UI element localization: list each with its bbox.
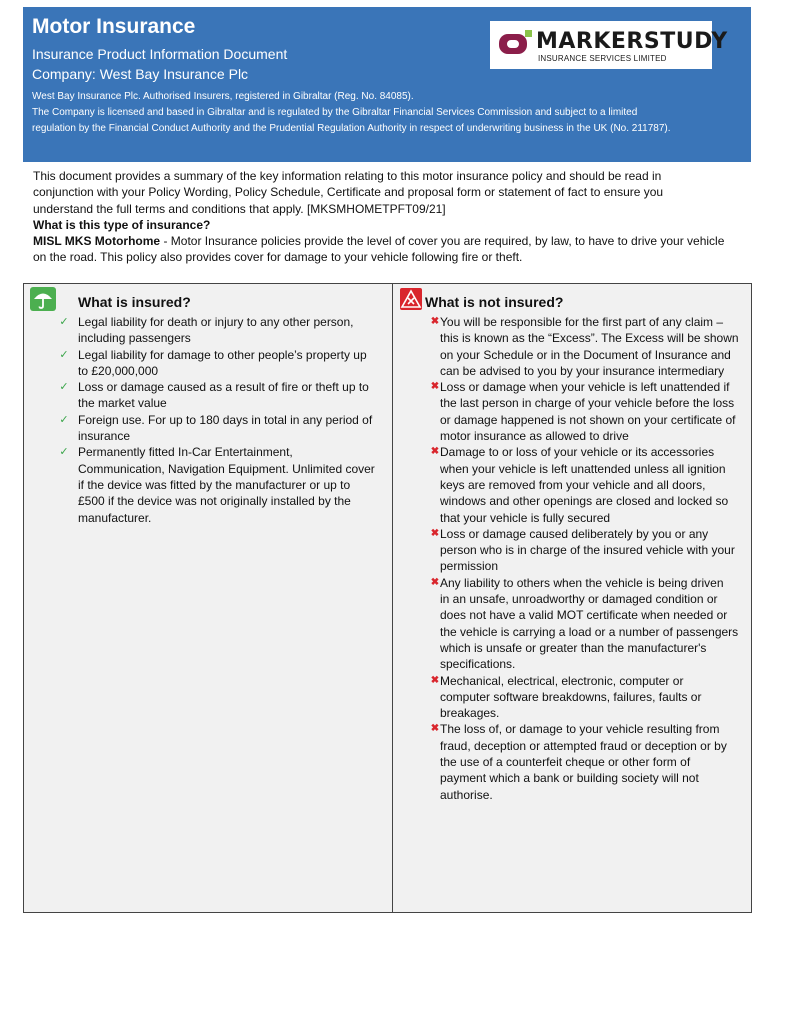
summary-text: conjunction with your Policy Wording, Policy Schedule, Certificate and proposal form or statement of fact to ensure you [33, 185, 664, 200]
not-insured-item [426, 444, 752, 525]
not-insured-item-text: the use of a counterfeit cheque or other form of [440, 755, 691, 770]
product-desc-text: - Motor Insurance policies provide the level of cover you are required, by law, to have to drive your vehicle [160, 234, 725, 249]
not-insured-item-text: the last person in charge of your vehicle before the loss [440, 396, 735, 411]
product-name: MISL MKS Motorhome [33, 234, 161, 249]
insured-item-text: Legal liability for damage to other people’s property up [78, 347, 367, 362]
company-name: Company: West Bay Insurance Plc [32, 66, 249, 82]
not-insured-item-text: in an unsafe, unroadworthy or damaged condition or [440, 592, 718, 607]
regulatory-text [32, 89, 744, 137]
cross-icon: ✖ [430, 674, 440, 686]
cross-icon: ✖ [430, 723, 440, 735]
warning-icon [400, 288, 422, 310]
not-insured-item [426, 721, 752, 802]
not-insured-item [426, 575, 752, 673]
insured-item [54, 379, 384, 412]
not-insured-item-text: The loss of, or damage to your vehicle resulting from [440, 722, 720, 737]
check-icon: ✓ [59, 446, 69, 459]
not-insured-item-text: motor insurance as allowed to drive [440, 429, 629, 444]
not-insured-item-text: Any liability to others when the vehicle is being driven [440, 575, 724, 590]
not-insured-item-text: keys are removed from your vehicle and all doors, [440, 477, 706, 492]
insured-item [54, 412, 384, 445]
intro-section [33, 168, 745, 266]
insured-item-text: including passengers [78, 331, 191, 346]
logo-subtext: INSURANCE SERVICES LIMITED [538, 54, 667, 63]
insured-item [54, 314, 384, 347]
not-insured-item-text: or damage happened is not shown on your certificate of [440, 412, 736, 427]
insured-item-text: insurance [78, 429, 131, 444]
insured-heading: What is insured? [78, 294, 191, 310]
logo-mark-icon [498, 30, 534, 56]
insured-item-text: £500 if the device was not originally installed by the [78, 494, 351, 509]
document-subtitle: Insurance Product Information Document [32, 46, 288, 62]
not-insured-item-text: this is known as the “Excess”. The Excess will be shown [440, 331, 739, 346]
summary-text: This document provides a summary of the key information relating to this motor insurance policy and should be read in [33, 169, 662, 183]
not-insured-item-text: which is unsafe or greater than the manufacturer's [440, 640, 707, 655]
insured-item-text: Communication, Navigation Equipment. Unlimited cover [78, 461, 375, 476]
regulatory-line: West Bay Insurance Plc. Authorised Insurers, registered in Gibraltar (Reg. No. 84085). [32, 91, 414, 102]
insured-list [54, 314, 384, 526]
not-insured-item-text: the vehicle is carrying a load or a number of passengers [440, 624, 739, 639]
section-question: What is this type of insurance? [33, 217, 211, 232]
markerstudy-logo [490, 21, 728, 69]
insured-item-text: to £20,000,000 [78, 363, 159, 378]
not-insured-item-text: breakages. [440, 706, 500, 721]
not-insured-item-text: Loss or damage when your vehicle is left unattended if [440, 380, 730, 395]
not-insured-item-text: Mechanical, electrical, electronic, computer or [440, 673, 684, 688]
not-insured-item-text: when your vehicle is left unattended unless all ignition [440, 461, 726, 476]
not-insured-item-text: windows and other openings are closed and locked so [440, 494, 729, 509]
logo-word: MARKERSTUDY [536, 29, 728, 54]
not-insured-item-text: permission [440, 559, 499, 574]
not-insured-item-text: that your vehicle is fully secured [440, 510, 611, 525]
insured-item [54, 347, 384, 380]
check-icon: ✓ [59, 413, 69, 426]
column-divider [392, 284, 393, 912]
not-insured-item-text: fraud, deception or attempted fraud or deception or by [440, 738, 727, 753]
not-insured-item-text: specifications. [440, 657, 516, 672]
regulatory-line: regulation by the Financial Conduct Authority and the Prudential Regulation Authority in respect of underwriting business in the UK (No. 211787). [32, 123, 671, 134]
cross-icon: ✖ [430, 446, 440, 458]
insured-item-text: Loss or damage caused as a result of fire or theft up to [78, 380, 369, 395]
not-insured-item-text: You will be responsible for the first part of any claim – [440, 315, 724, 329]
document-title: Motor Insurance [32, 15, 196, 38]
not-insured-item-text: authorise. [440, 787, 493, 802]
insured-item-text: Legal liability for death or injury to any other person, [78, 315, 354, 329]
not-insured-item-text: Damage to or loss of your vehicle or its accessories [440, 445, 715, 460]
regulatory-line: The Company is licensed and based in Gibraltar and is regulated by the Gibraltar Financial Services Commission and subject to a limited [32, 107, 638, 118]
not-insured-item [426, 673, 752, 722]
not-insured-item-text: on your Schedule or in the Document of Insurance and [440, 347, 731, 362]
not-insured-item [426, 379, 752, 444]
umbrella-icon [30, 287, 56, 311]
product-description [33, 233, 745, 249]
not-insured-item [426, 314, 752, 379]
insured-item-text: if the device was fitted by the manufacturer or up to [78, 477, 351, 492]
summary-text: understand the full terms and conditions that apply. [MKSMHOMETPFT09/21] [33, 201, 446, 216]
not-insured-item [426, 526, 752, 575]
cross-icon: ✖ [430, 316, 440, 327]
cover-table [23, 283, 752, 913]
check-icon: ✓ [59, 381, 69, 394]
insured-item-text: Permanently fitted In-Car Entertainment, [78, 445, 293, 460]
check-icon: ✓ [59, 316, 69, 328]
insured-item-text: the market value [78, 396, 167, 411]
cross-icon: ✖ [430, 381, 440, 393]
not-insured-list [426, 314, 752, 803]
not-insured-item-text: does not have a valid MOT certificate when needed or [440, 608, 728, 623]
header-banner [23, 7, 751, 162]
not-insured-item-text: computer software breakdowns, failures, faults or [440, 689, 702, 704]
insured-item [54, 444, 384, 525]
not-insured-item-text: payment which a bank or building society will not [440, 771, 699, 786]
insured-item-text: Foreign use. For up to 180 days in total in any period of [78, 412, 373, 427]
not-insured-item-text: Loss or damage caused deliberately by you or any [440, 526, 709, 541]
not-insured-item-text: person who is in charge of the insured vehicle with your [440, 543, 735, 558]
check-icon: ✓ [59, 348, 69, 361]
cross-icon: ✖ [430, 576, 440, 588]
not-insured-heading: What is not insured? [425, 294, 564, 310]
not-insured-item-text: can be advised to you by your insurance intermediary [440, 363, 725, 378]
cross-icon: ✖ [430, 527, 440, 539]
insured-item-text: manufacturer. [78, 510, 152, 525]
product-desc-text: on the road. This policy also provides cover for damage to your vehicle following fire or theft. [33, 250, 523, 265]
